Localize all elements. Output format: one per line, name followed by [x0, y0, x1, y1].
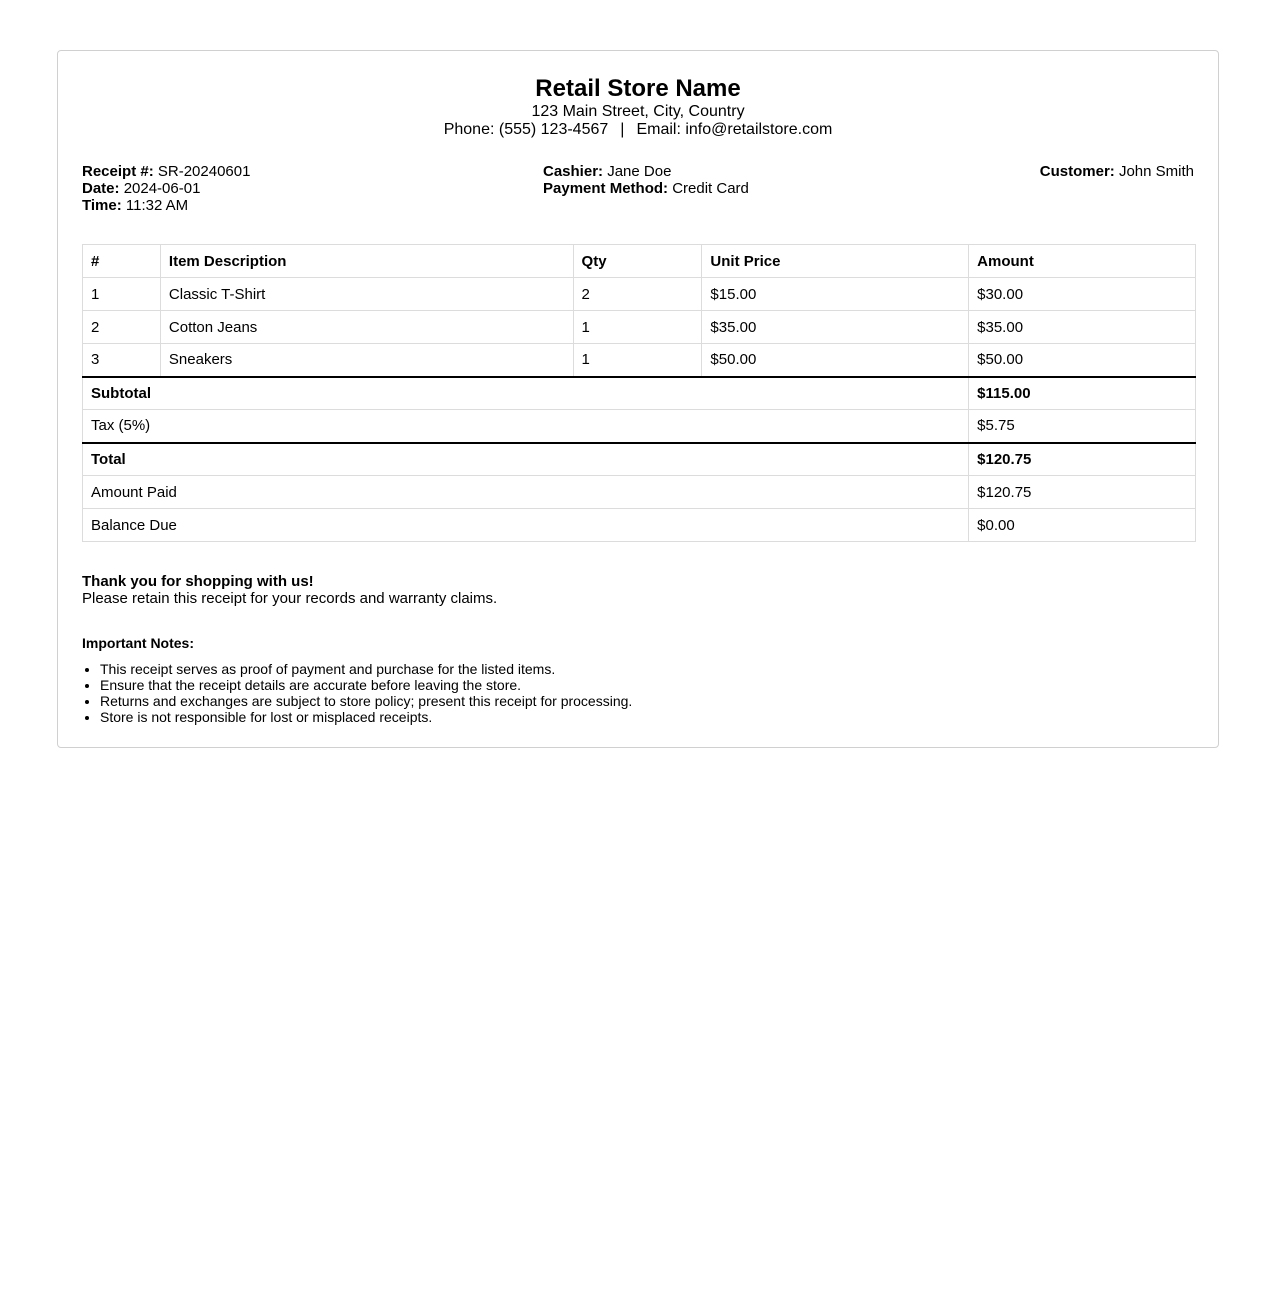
customer-label: Customer: — [1039, 163, 1115, 180]
receipt-date — [82, 180, 250, 197]
table-header-row — [83, 245, 1196, 278]
notes-title: Important Notes: — [82, 635, 194, 651]
store-contact — [58, 121, 1218, 139]
list-item: • This receipt serves as proof of payment and purchase for the listed items. — [100, 661, 632, 677]
column-header: # — [83, 245, 161, 278]
date-value: 2024-06-01 — [123, 180, 201, 197]
table-cell: $35.00 — [969, 311, 1196, 344]
amount-paid-row — [83, 476, 1196, 509]
column-header: Unit Price — [702, 245, 969, 278]
receipt-number-value: SR-20240601 — [157, 163, 251, 180]
column-header: Item Description — [160, 245, 573, 278]
receipt-number — [82, 163, 250, 180]
info-right — [1040, 163, 1194, 180]
thank-you-section — [82, 573, 497, 607]
table-cell: 1 — [83, 278, 161, 311]
payment-method-value: Credit Card — [672, 180, 749, 197]
date-label: Date: — [82, 180, 120, 197]
list-item: • Store is not responsible for lost or misplaced receipts. — [100, 709, 632, 725]
table-cell: $35.00 — [702, 311, 969, 344]
retain-message: Please retain this receipt for your records and warranty claims. — [82, 590, 498, 607]
table-row — [83, 344, 1196, 377]
cashier — [543, 163, 749, 180]
items-table — [82, 244, 1196, 542]
time-label: Time: — [82, 197, 122, 214]
payment-method — [543, 180, 749, 197]
table-cell: Cotton Jeans — [160, 311, 573, 344]
info-left — [82, 163, 250, 214]
amount-paid-value: $120.75 — [969, 476, 1196, 509]
total-row — [83, 443, 1196, 476]
table-cell: 1 — [573, 344, 702, 377]
total-value: $120.75 — [969, 443, 1196, 476]
cashier-label: Cashier: — [543, 163, 604, 180]
store-email: Email: info@retailstore.com — [636, 121, 833, 138]
store-address: 123 Main Street, City, Country — [531, 103, 745, 120]
table-row — [83, 311, 1196, 344]
table-cell: 3 — [83, 344, 161, 377]
cashier-value: Jane Doe — [607, 163, 672, 180]
column-header: Qty — [573, 245, 702, 278]
thank-you-message: Thank you for shopping with us! — [82, 573, 314, 590]
payment-method-label: Payment Method: — [543, 180, 669, 197]
store-phone: Phone: (555) 123-4567 — [443, 121, 609, 138]
subtotal-row — [83, 377, 1196, 410]
table-cell: $50.00 — [702, 344, 969, 377]
customer-value: John Smith — [1118, 163, 1194, 180]
store-name: Retail Store Name — [535, 75, 741, 102]
table-cell: $30.00 — [969, 278, 1196, 311]
balance-due-row — [83, 509, 1196, 542]
tax-value: $5.75 — [969, 410, 1196, 443]
receipt-header — [58, 51, 1218, 139]
subtotal-value: $115.00 — [969, 377, 1196, 410]
contact-separator: | — [620, 121, 625, 138]
balance-due-label: Balance Due — [83, 509, 969, 542]
table-cell: 2 — [83, 311, 161, 344]
time-value: 11:32 AM — [125, 197, 189, 214]
receipt — [57, 50, 1219, 748]
balance-due-value: $0.00 — [969, 509, 1196, 542]
list-item: • Returns and exchanges are subject to store policy; present this receipt for processing. — [100, 693, 632, 709]
receipt-number-label: Receipt #: — [82, 163, 154, 180]
column-header: Amount — [969, 245, 1196, 278]
table-cell: 1 — [573, 311, 702, 344]
receipt-time — [82, 197, 250, 214]
subtotal-label: Subtotal — [83, 377, 969, 410]
table-cell: Classic T-Shirt — [160, 278, 573, 311]
table-cell: 2 — [573, 278, 702, 311]
table-cell: Sneakers — [160, 344, 573, 377]
notes-list — [82, 661, 632, 725]
total-label: Total — [83, 443, 969, 476]
important-notes — [82, 635, 632, 725]
amount-paid-label: Amount Paid — [83, 476, 969, 509]
tax-label: Tax (5%) — [83, 410, 969, 443]
customer — [1040, 163, 1194, 180]
tax-row — [83, 410, 1196, 443]
table-row — [83, 278, 1196, 311]
table-cell: $50.00 — [969, 344, 1196, 377]
list-item: • Ensure that the receipt details are accurate before leaving the store. — [100, 677, 632, 693]
info-middle — [543, 163, 749, 197]
table-cell: $15.00 — [702, 278, 969, 311]
